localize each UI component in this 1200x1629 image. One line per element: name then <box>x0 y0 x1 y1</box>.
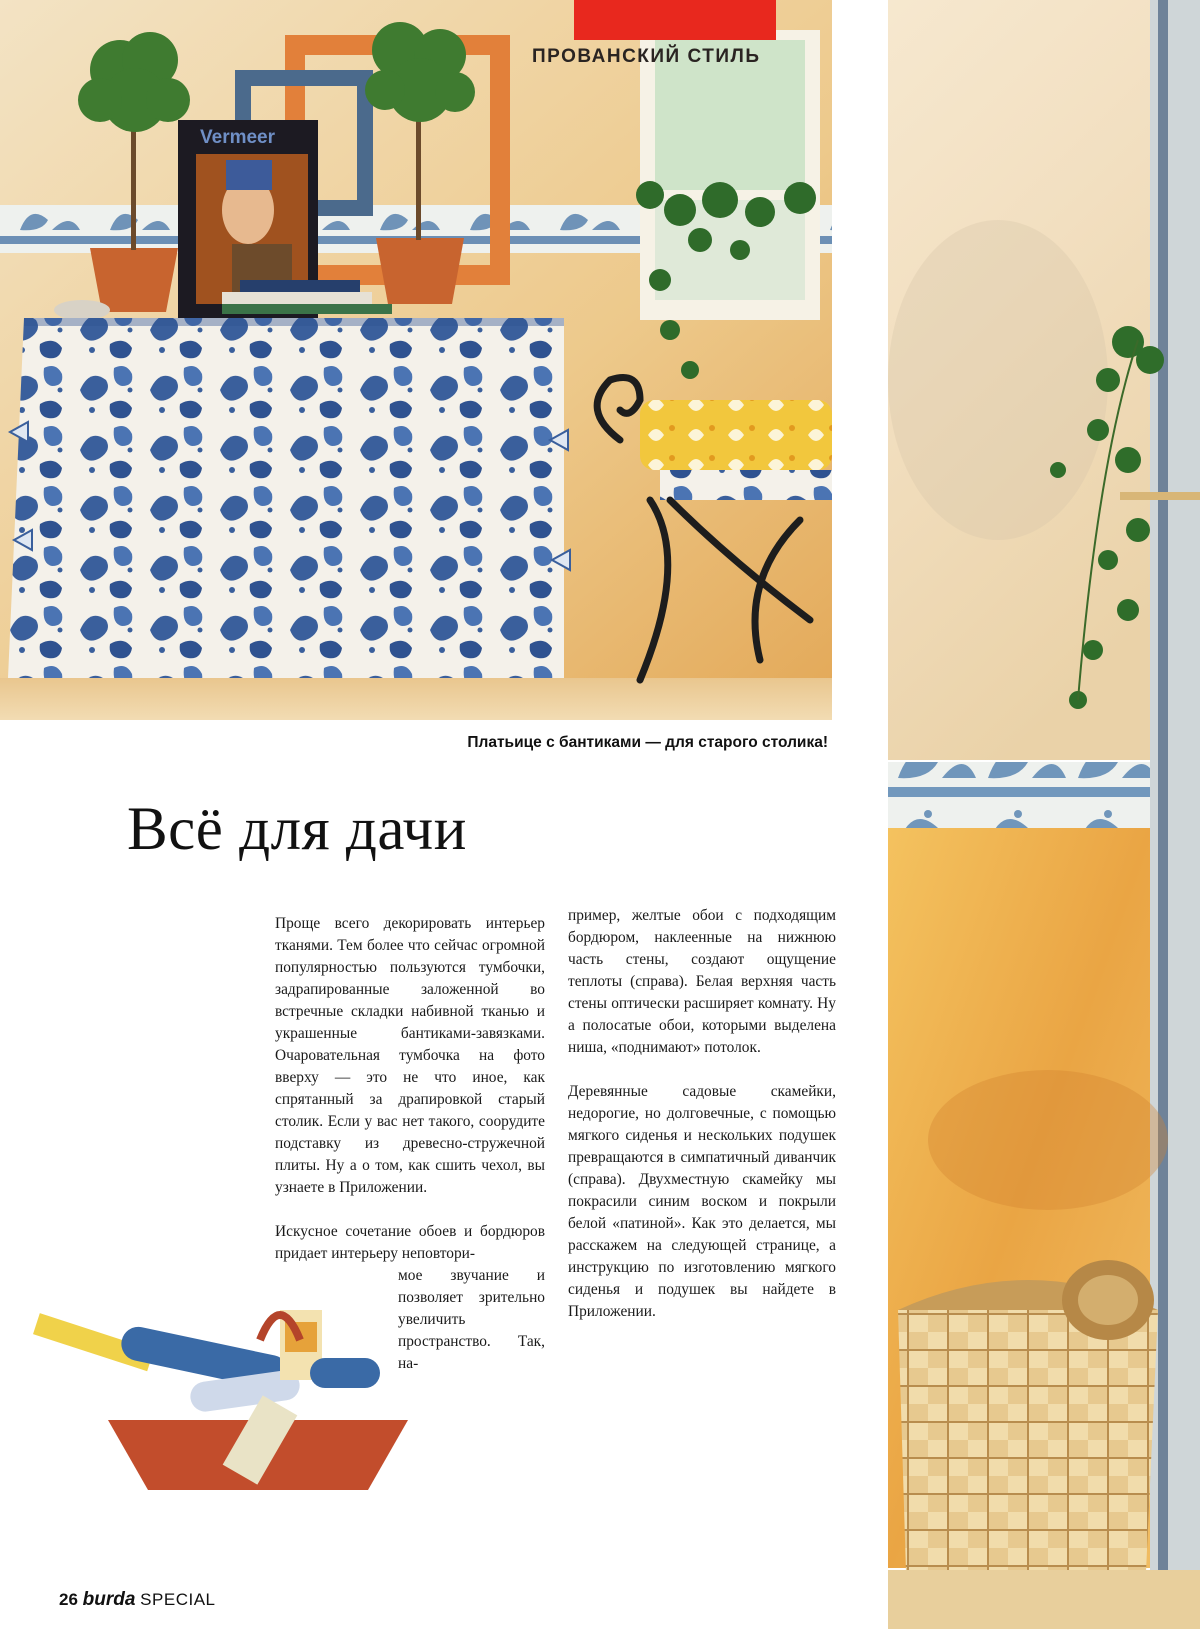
paragraph: пример, желтые обои с подходящим бордюром, наклеенные на нижнюю часть стены, создают ощущение теплоты (справа). Белая верхняя часть стены оптически расширяет комнату. Ну а полосатые обои, которыми выделена ниша, «поднимают» потолок. <box>568 907 836 1056</box>
paragraph: Проще всего декорировать интерьер тканями. Тем более что сейчас огромной популярностью пользуются тумбочки, задрапированные заложенной во встречные складки набивной тканью и украшенные бантиками-завязками. Очаровательная тумбочка на фото вверху — это не что иное, как спрятанный за драпировкой старый столик. Если у вас нет такого, соорудите подставку из древесно-стружечной плиты. Ну а о том, как сшить чехол, вы узнаете в Приложении. <box>275 915 545 1196</box>
book-title: Vermeer <box>200 127 276 148</box>
basket-illustration <box>30 1300 410 1500</box>
photo-caption: Платьице с бантиками — для старого столика! <box>467 734 828 751</box>
room-illustration <box>0 0 832 720</box>
paragraph: Деревянные садовые скамейки, недорогие, но долговечные, с помощью мягкого сиденья и нескольких подушек превращаются в симпатичный диванчик (справа). Двухместную скамейку мы покрасили синим воском и покрыли белой «патиной». Как это делается, мы расскажем на следующей странице, а инструкцию по изготовлению мягкого сиденья и подушек вы найдете в Приложении. <box>568 1083 836 1320</box>
wall-illustration <box>888 0 1200 1629</box>
page-number: 26 <box>59 1590 78 1609</box>
page-footer <box>59 1589 215 1611</box>
section-color-tab <box>574 0 776 40</box>
magazine-brand: burda <box>82 1589 136 1610</box>
photo-draped-table <box>0 0 832 720</box>
section-label: ПРОВАНСКИЙ СТИЛЬ <box>532 46 761 67</box>
magazine-edition: SPECIAL <box>140 1590 216 1609</box>
photo-wall-and-basket <box>888 0 1200 1629</box>
article-column-2 <box>568 905 836 1323</box>
paragraph: Искусное сочетание обоев и бордюров придает интерьеру неповтори- <box>275 1223 545 1262</box>
paragraph-continuation: мое звучание и позволяет зрительно увеличить пространство. Так, на- <box>398 1267 545 1372</box>
wallpaper-basket-image <box>30 1300 410 1500</box>
article-title: Всё для дачи <box>127 796 467 863</box>
